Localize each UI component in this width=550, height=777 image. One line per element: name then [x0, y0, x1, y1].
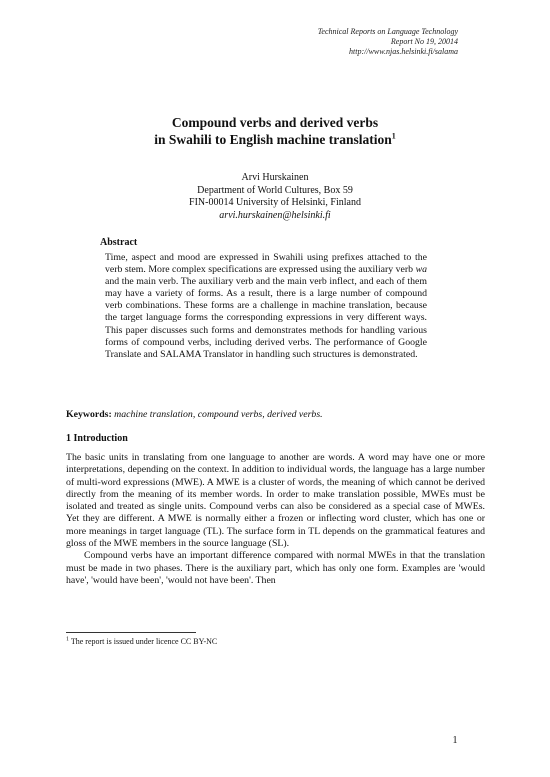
title-line-1: Compound verbs and derived verbs — [171, 115, 379, 130]
abstract-italic-word: wa — [415, 264, 427, 276]
author-email[interactable]: arvi.hurskainen@helsinki.fi — [219, 209, 331, 221]
author-department: Department of World Cultures, Box 59 — [197, 184, 353, 196]
title-line-2 — [66, 131, 484, 148]
author-name: Arvi Hurskainen — [241, 172, 309, 183]
title-footnote-marker[interactable]: 1 — [391, 131, 396, 141]
keywords-line — [66, 409, 484, 420]
footnote-separator — [66, 632, 196, 633]
header-report-number: Report No 19, 20014 — [390, 37, 458, 46]
section-heading-introduction: 1 Introduction — [66, 433, 128, 444]
abstract-heading: Abstract — [100, 237, 138, 248]
author-block — [66, 172, 484, 222]
abstract-body — [105, 252, 427, 361]
keywords-label: Keywords: — [66, 409, 112, 420]
footnote — [66, 637, 217, 647]
body-text — [66, 452, 485, 587]
title-line-2-text: in Swahili to English machine translation — [154, 132, 392, 147]
body-paragraph-2: Compound verbs have an important difference compared with normal MWEs in that the translation must be made in two phases. There is the auxiliary part, which has only one form. Examples are 'would have', 'would have been', 'would not have been'. Then — [66, 550, 485, 586]
keywords-text: machine translation, compound verbs, derived verbs. — [114, 409, 323, 420]
body-paragraph-1: The basic units in translating from one language to another are words. A word may have one or more interpretations, depending on the context. In addition to individual words, the language has a large number of multi-word expressions (MWE). A MWE is a cluster of words, the meaning of which cannot be derived directly from the meaning of its member words. In order to make translation possible, MWEs must be isolated and treated as single units. Compound verbs can also be considered as a special case of MWEs. Yet they are different. A MWE is normally either a frozen or inflecting word cluster, which has one or more meanings in target language (TL). The surface form in TL depends on the grammatical features and gloss of the MWE members in the source language (SL). — [66, 452, 485, 550]
footnote-marker: 1 — [66, 636, 69, 643]
paper-title — [66, 114, 484, 148]
abstract-text-part-2: and the main verb. The auxiliary verb and the main verb inflect, and each of them may have a variety of forms. As a result, there is a large number of compound verb combinations. These forms are a challenge in machine translation, because the target language forms the corresponding expressions in very different ways. This paper discusses such forms and demonstrates methods for handling various forms of compound verbs, including derived verbs. The performance of Google Translate and SALAMA Translator in handling such structures is demonstrated. — [105, 276, 427, 360]
author-university: FIN-00014 University of Helsinki, Finland — [189, 197, 361, 208]
header-url[interactable]: http://www.njas.helsinki.fi/salama — [349, 47, 458, 56]
abstract-text-part-1: Time, aspect and mood are expressed in Swahili using prefixes attached to the verb stem. More complex specifications are expressed using the auxiliary verb — [105, 252, 427, 276]
running-header — [158, 27, 458, 57]
footnote-text: The report is issued under licence CC BY-NC — [69, 637, 218, 646]
page-number: 1 — [452, 735, 458, 746]
header-series: Technical Reports on Language Technology — [317, 27, 458, 36]
